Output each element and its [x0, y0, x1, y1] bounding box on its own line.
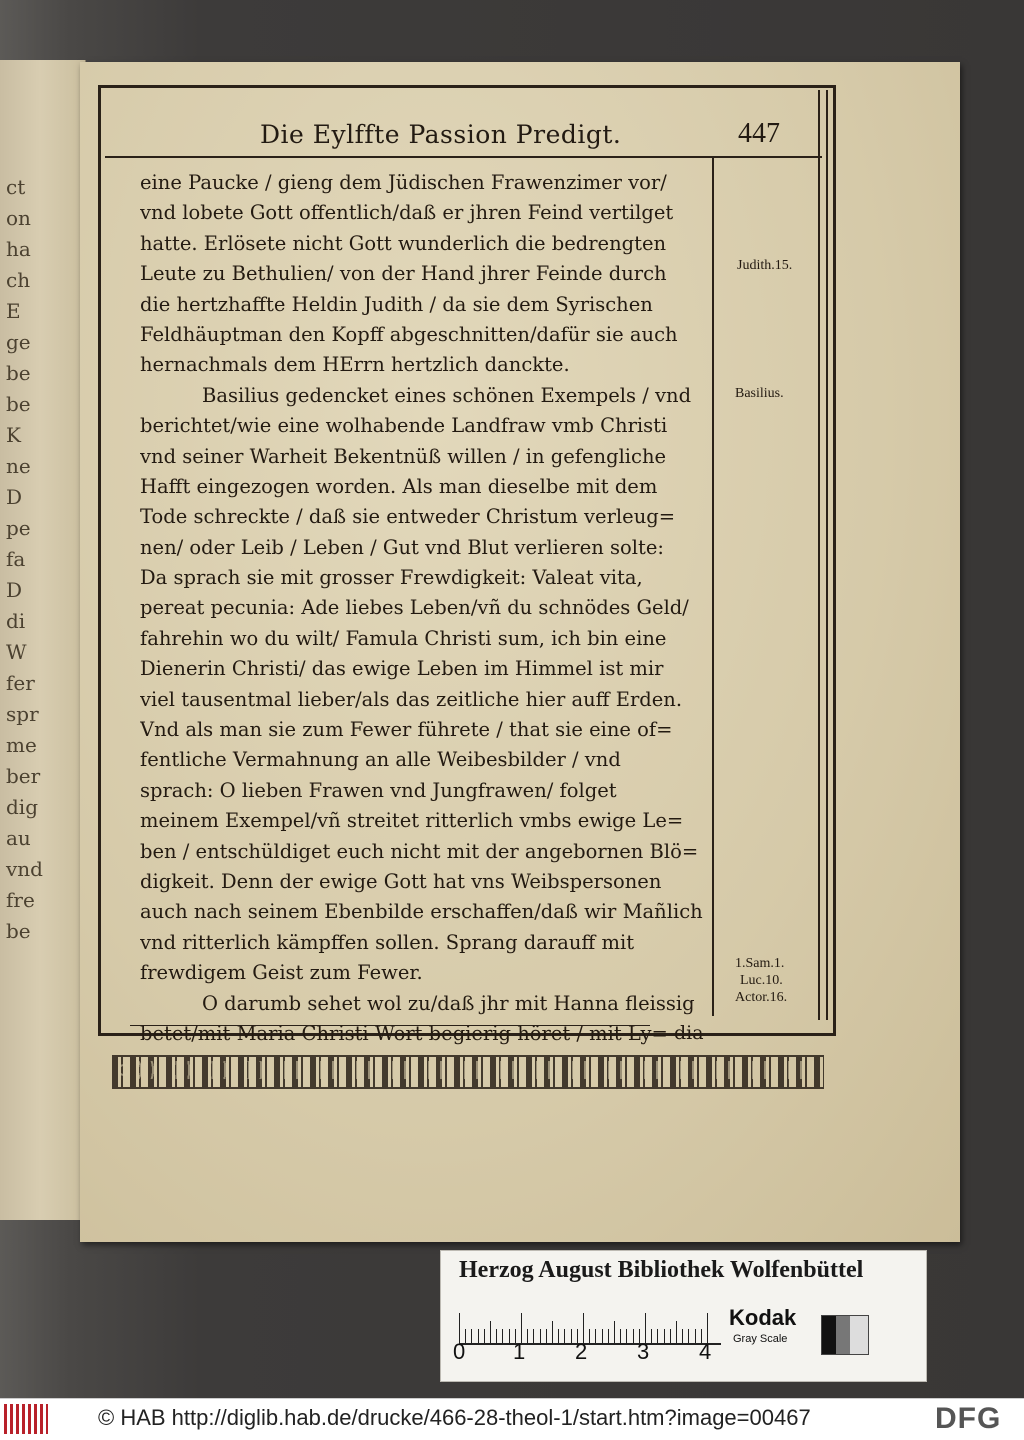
prev-page-fragment: be: [6, 919, 31, 943]
text-line: Leute zu Bethulien/ von der Hand jhrer Feinde durch: [140, 262, 667, 286]
body-text: [140, 168, 716, 1049]
text-line: frewdigem Geist zum Fewer.: [140, 961, 423, 985]
text-line: hatte. Erlösete nicht Gott wunderlich die bedrengten: [140, 231, 667, 255]
prev-page-fragment: me: [6, 733, 37, 757]
prev-page-fragment: on: [6, 206, 31, 230]
text-line: Vnd als man sie zum Fewer führete / that sie eine of=: [140, 718, 673, 742]
prev-page-fragment: D: [6, 578, 23, 602]
ruler-number: 1: [513, 1339, 526, 1364]
prev-page-fragment: ber: [6, 764, 41, 788]
prev-page-fragment: spr: [6, 702, 39, 726]
text-line: berichtet/wie eine wolhabende Landfraw vmb Christi: [140, 414, 668, 438]
ruler-number: 0: [453, 1339, 466, 1364]
text-line: O darumb sehet wol zu/daß jhr mit Hanna fleissig: [202, 991, 695, 1015]
text-line: Da sprach sie mit grosser Frewdigkeit: Valeat vita,: [140, 566, 643, 590]
prev-page-fragment: di: [6, 609, 26, 633]
prev-page-fragment: vnd: [6, 857, 43, 881]
prev-page-fragment: be: [6, 392, 31, 416]
text-line: digkeit. Denn der ewige Gott hat vns Weibspersonen: [140, 869, 662, 893]
dfg-logo: DFG: [935, 1402, 1002, 1435]
prev-page-fragment: D: [6, 485, 23, 509]
prev-page-fragment: pe: [6, 516, 31, 540]
prev-page-fragment: ne: [6, 454, 31, 478]
margin-note-judith: Judith.15.: [737, 258, 793, 273]
text-line: ben / entschüldiget euch nicht mit der angebornen Blö=: [140, 839, 699, 863]
text-line: auch nach seinem Ebenbilde erschaffen/daß wir Mañlich: [140, 900, 703, 924]
page-number: 447: [738, 118, 780, 149]
text-line: pereat pecunia: Ade liebes Leben/vñ du schnödes Geld/: [140, 596, 689, 620]
margin-note-ref-2: Luc.10.: [740, 973, 783, 988]
text-line: meinem Exempel/vñ streitet ritterlich vmbs ewige Le=: [140, 809, 684, 833]
margin-note-ref-3: Actor.16.: [735, 990, 788, 1005]
text-line: nen/ oder Leib / Leben / Gut vnd Blut verlieren solte:: [140, 535, 664, 559]
text-line: eine Paucke / gieng dem Jüdischen Frawenzimer vor/: [140, 171, 667, 194]
source-link[interactable]: © HAB http://diglib.hab.de/drucke/466-28-theol-1/start.htm?image=00467: [98, 1405, 811, 1430]
text-line: vnd ritterlich kämpffen sollen. Sprang darauff mit: [140, 930, 635, 954]
prev-page-fragment: E: [6, 299, 21, 323]
text-line: Tode schreckte / daß sie entweder Christum verleug=: [140, 505, 676, 529]
prev-page-fragment: ge: [6, 330, 31, 354]
prev-page-fragment: be: [6, 361, 31, 385]
text-line: sprach: O lieben Frawen vnd Jungfrawen/ folget: [140, 778, 617, 802]
right-border-rule: [818, 90, 828, 1020]
prev-page-fragment: fer: [6, 671, 35, 695]
prev-page-fragment: K: [6, 423, 21, 447]
text-line: fahrehin wo du wilt/ Famula Christi sum, ich bin eine: [140, 626, 667, 650]
prev-page-fragment: ha: [6, 237, 31, 261]
previous-page-edge: [0, 60, 86, 1220]
footer-bar: [0, 1398, 1024, 1440]
margin-note-ref-1: 1.Sam.1.: [735, 956, 785, 971]
text-line: fentliche Vermahnung an alle Weibesbilder / vnd: [140, 748, 621, 772]
hab-logo-icon: [4, 1404, 48, 1434]
text-line: vnd lobete Gott offentlich/daß er jhren Feind vertilget: [140, 201, 674, 225]
catchword: dia: [674, 1022, 704, 1044]
prev-page-fragment: fa: [6, 547, 26, 571]
text-line: die hertzhaffte Heldin Judith / da sie dem Syrischen: [140, 292, 653, 316]
prev-page-fragment: ct: [6, 175, 26, 199]
prev-page-fragment: W: [6, 640, 27, 664]
text-line: hernachmals dem HErrn hertzlich danckte.: [140, 353, 570, 377]
prev-page-fragment: fre: [6, 888, 35, 912]
ruler-numbers: [453, 1339, 733, 1369]
text-line: vnd seiner Warheit Bekentnüß willen / in gefengliche: [140, 444, 667, 468]
library-name: Herzog August Bibliothek Wolfenbüttel: [459, 1257, 864, 1283]
text-line: Feldhäuptman den Kopff abgeschnitten/dafür sie auch: [140, 322, 678, 346]
gray-scale-label: Gray Scale: [733, 1333, 788, 1345]
gray-swatch: [821, 1315, 869, 1355]
margin-note-basilius: Basilius.: [735, 386, 784, 401]
text-line: viel tausentmal lieber/als das zeitliche hier auff Erden.: [140, 687, 683, 711]
text-line: betet/mit Maria Christi Wort begierig höret / mit Ly=: [140, 1021, 668, 1045]
ruler-number: 3: [637, 1339, 650, 1364]
text-line: Dienerin Christi/ das ewige Leben im Himmel ist mir: [140, 657, 664, 681]
library-color-card: [440, 1250, 927, 1382]
bottom-rule: [130, 1025, 650, 1026]
text-line: Basilius gedencket eines schönen Exempels / vnd: [202, 383, 692, 407]
ruler-number: 4: [699, 1339, 712, 1364]
ruler-number: 2: [575, 1339, 588, 1364]
kodak-logo: Kodak: [729, 1305, 797, 1330]
prev-page-fragment: au: [6, 826, 31, 850]
ornament-pattern: [112, 1061, 824, 1079]
prev-page-fragment: ch: [6, 268, 31, 292]
text-line: Hafft eingezogen worden. Als man dieselbe mit dem: [140, 474, 658, 498]
prev-page-fragment: dig: [6, 795, 39, 819]
running-head: Die Eylffte Passion Predigt.: [260, 120, 622, 149]
